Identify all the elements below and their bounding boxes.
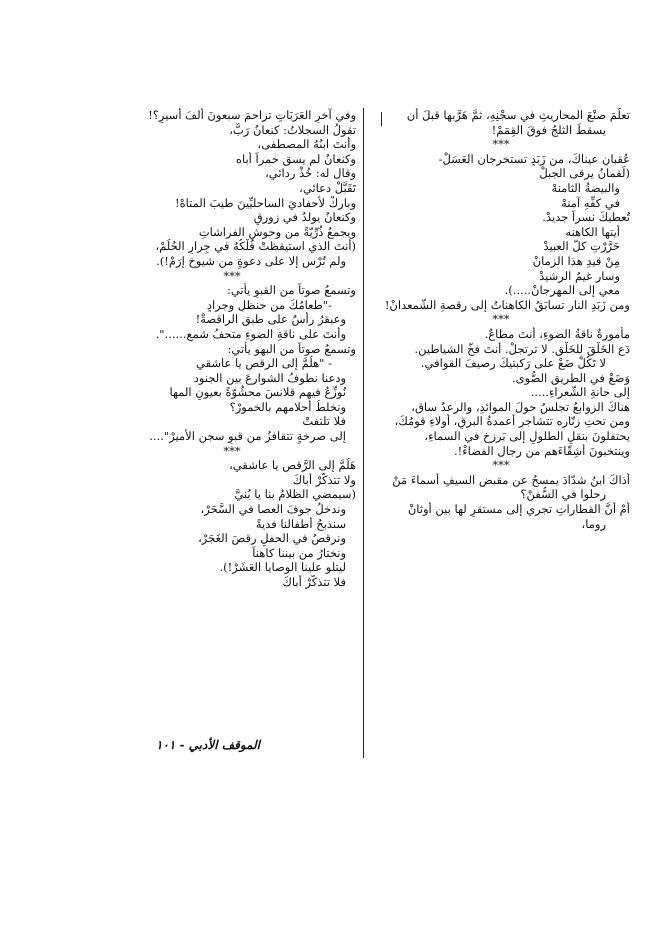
- poem-line: مأمورةٌ ناقةُ الضوءِ، أنتَ مطاعٌ.: [484, 326, 630, 341]
- poem-line: وتسمعُ صوتاً من البهوِ يأتي:: [227, 341, 356, 356]
- page-footer: الموقف الأدبي - ١٠١: [155, 738, 260, 752]
- column-divider: [363, 108, 364, 758]
- poem-line: سنذبحُ أطفالنا فديةً: [255, 516, 346, 531]
- poem-line: تُعطيكَ نسراً جديدْ.: [542, 210, 630, 225]
- poem-line: ونختارُ من بيننا كاهناً: [252, 545, 346, 560]
- poem-line: وكنعانُ لم يسقِ خمراً أباه: [235, 151, 356, 166]
- poem-line: وكنعانُ يولدُ في زورقٍ: [253, 210, 356, 225]
- poem-line: وباركْ لأحفاديَ الساحليِّينَ طيبَ المتاهْ!: [175, 195, 356, 210]
- poem-line: حَرَّرْتِ كلَّ العبيدْ: [543, 239, 620, 254]
- poem-column-right: [372, 108, 630, 531]
- poem-line: تَقَبَّلْ دعائي،: [299, 180, 356, 195]
- poem-line: ***: [492, 312, 510, 327]
- poem-line: ***: [223, 268, 241, 283]
- poem-line: في كفِّهِ آمنهْ: [561, 195, 620, 210]
- poem-line: لا تَكُلْ ضَعْ على رَكبتيكَ رصيفَ القوافي.: [420, 356, 606, 371]
- poem-line: يحتفلونَ بنقلِ الطلولِ إلى بَرزخٍ في السماءِ،: [424, 429, 630, 444]
- poem-line: وقال له: خُذْ ردائي،: [265, 166, 356, 181]
- poem-line: أذاكَ ابنُ شدّادَ يمسحُ عن مقبضِ السيفِ أسماءَ مَنْ: [392, 472, 630, 487]
- poem-line: يسقطَ الثلجُ فوقَ القِمَمْ!: [491, 122, 606, 137]
- poem-line: (أنتَ الذي استيقظتْ فُلْكُهُ في جِرارِ الحُلُمْ،: [155, 239, 356, 254]
- poem-line: وَضَعْ في الطريقِ الصُّوى.: [511, 370, 630, 385]
- poem-line: إلى صرخةٍ تتقافزُ من قبوِ سجنِ الأميرْ"....: [149, 429, 346, 444]
- poem-line: (لُقمانُ يرقى الجبلْ: [539, 166, 630, 181]
- poem-line: وأنتَ على ناقةِ الضوءِ متحفُ شمعٍ......".: [155, 326, 346, 341]
- poem-line: نُوزِّعُ فيهم قلانسَ محشُوّةً بعيونِ المها: [169, 385, 346, 400]
- poem-line: وينتخبونَ أشِقّاءَهم من رجالِ الفضاءْ!.: [454, 443, 630, 458]
- poem-line: ونرقصُ في الحفلِ رقصَ الغَجَرْ،: [198, 531, 346, 546]
- poem-line: وأنتَ ابنُهُ المصطفى،: [257, 137, 356, 152]
- poem-line: عُقبانٍ عيناكَ، من زَبَدٍ تستخرجان العَسَلْ-: [438, 151, 630, 166]
- poem-line: وتسمعُ صوتاً من القبوِ يأتي:: [226, 283, 356, 298]
- poem-line: أيتها الكاهنه: [565, 224, 620, 239]
- poem-line: هَلُمَّ إلى الرَّقصِ يا عاشقي،: [229, 458, 356, 473]
- poem-line: ولم تُرْسِ إلا على دعوةٍ من شيوخِ إرَمْ!).: [156, 253, 346, 268]
- poem-line: فلا تتذكّرْ أباكَ: [282, 575, 346, 589]
- poem-line: وفي آخرِ العَرَبَاتِ تزاحمَ سبعونَ ألفَ أسيرٍ؟!: [148, 108, 356, 122]
- poem-line: -"طعامُكَ من حنظلٍ وجرادٍ: [206, 297, 332, 312]
- poem-line: ***: [492, 458, 510, 473]
- poem-line: معي إلى المهرجانْ.....).: [504, 283, 620, 298]
- poem-line: تقولُ السجلاتُ: كنعانُ رَبٌّ،: [229, 122, 356, 137]
- poem-line: ليتلو علينا الوصايا العَشَرْ!).: [219, 560, 346, 575]
- poem-line: ومن تحتِ زنّاره تتشاجر أعمدةُ البرقِ، أولاءِ قومُكَ،: [394, 414, 630, 429]
- poem-line: وعبقرُ رأسٌ على طبقِ الراقصةْ!: [195, 312, 346, 327]
- poem-line: ولا تتذكّرْ أباكَ: [292, 472, 356, 487]
- poem-line: (سيمضي الظلامُ بنا يا بُنيَّ: [234, 487, 356, 502]
- poem-line: ***: [492, 137, 510, 152]
- poem-line: هناكَ الزوابعُ تجلسُ حولَ الموائدِ، والرعدُ ساقٍ،: [411, 399, 630, 414]
- poem-line: ودعنا نطوفُ الشوارعَ بين الجنود: [193, 370, 346, 385]
- poem-line: دَعِ الخَلْقَ للخَلْقِ. لا ترتجلْ. أنتَ فخُّ الشياطينِ.: [414, 341, 630, 356]
- poem-column-left: [108, 108, 356, 590]
- poem-line: روما،: [581, 516, 606, 531]
- poem-line: وسار غيمُ الرشيدْ: [539, 268, 620, 283]
- poem-line: ***: [223, 443, 241, 458]
- poem-line: أمْ أنَّ القطاراتِ تجري إلى مستقرٍ لها بين أوثانْ: [407, 502, 630, 517]
- poem-line: ويجمعُ ذُرِّيّةً من وحوشِ الفراشاتِ: [198, 224, 356, 239]
- poem-line: ومن زَبَدِ النارِ تسابَقُ الكاهناتُ إلى رقصةِ الشّمعدانْ!: [384, 297, 630, 312]
- poem-line: ونخلطُ أحلامهم بالخمورْ؟: [229, 399, 346, 414]
- poem-line: إلى حانةِ الشّعراءِ.....: [530, 385, 630, 400]
- poem-line: تعلّمَ صنْعَ المحاريثِ في سجْنِهِ، ثمَّ هَرَّبها قبلَ أن: [406, 108, 630, 122]
- poem-line: مِنْ قيدِ هذا الزمانْ: [532, 253, 620, 268]
- poem-line: وندخلُ جوفَ العصا في السَّحَرْ،: [200, 502, 346, 517]
- poem-line: - "هلُمَّ إلى الرقصِ يا عاشقي: [195, 356, 332, 371]
- poem-line: فلا تلتفتْ: [302, 414, 346, 429]
- poem-line: رحلوا في السُّفنْ؟: [520, 487, 606, 502]
- poem-line: والبيضةُ الثامنهْ: [551, 180, 620, 195]
